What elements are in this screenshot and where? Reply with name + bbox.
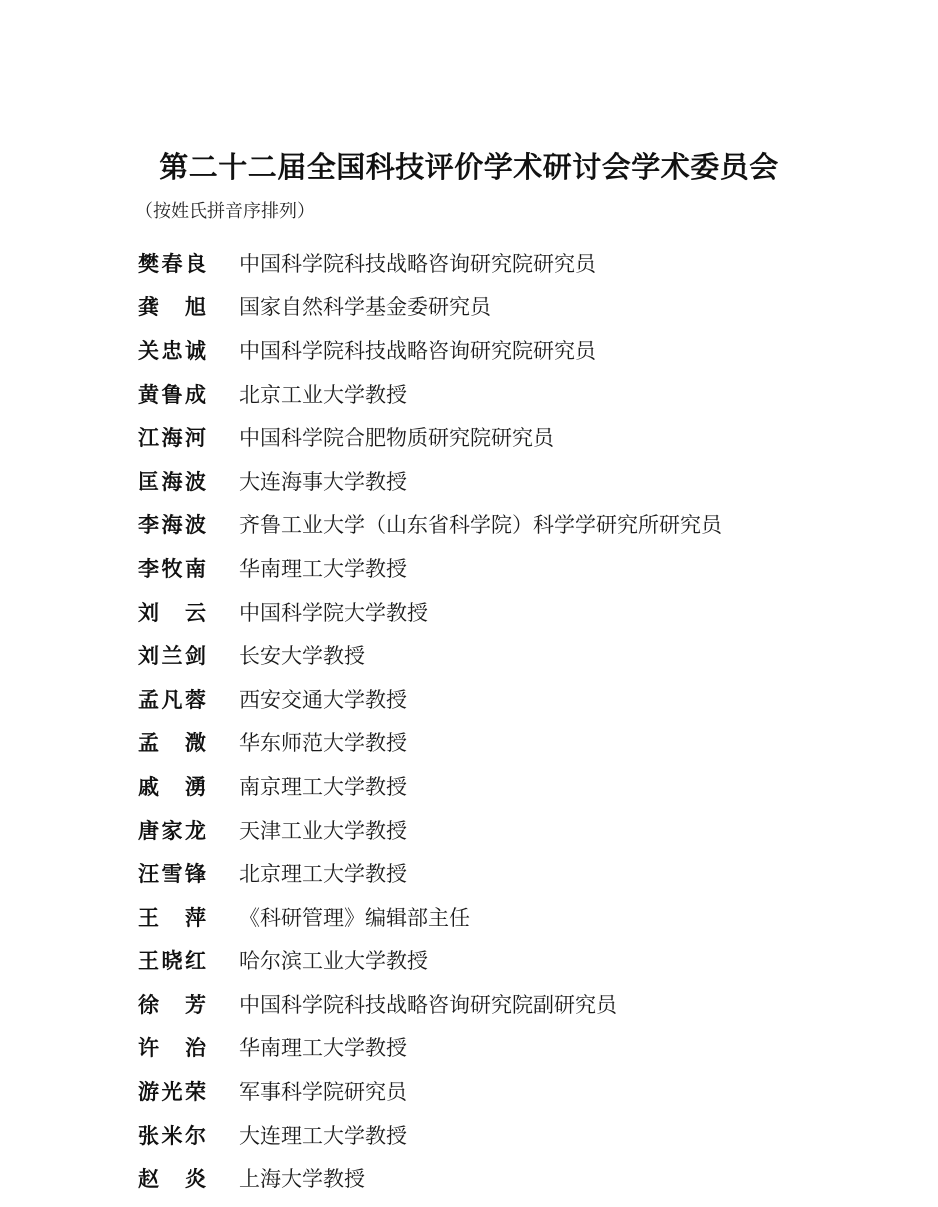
member-name: 江海河 (138, 426, 206, 451)
member-name: 游光荣 (138, 1080, 206, 1105)
sorting-note: （按姓氏拼音序排列） (135, 201, 315, 222)
member-affiliation: 长安大学教授 (239, 644, 365, 669)
member-name (138, 989, 206, 1019)
member-affiliation: 中国科学院大学教授 (239, 600, 428, 625)
member-affiliation: 《科研管理》编辑部主任 (239, 905, 470, 930)
member-name-char: 炎 (185, 1167, 206, 1192)
member-row (138, 1069, 918, 1113)
member-name (138, 597, 206, 627)
member-name-char: 云 (185, 600, 206, 625)
member-affiliation: 北京工业大学教授 (239, 382, 407, 407)
member-row (138, 633, 918, 677)
member-name-char: 治 (185, 1036, 206, 1061)
member-affiliation: 南京理工大学教授 (239, 774, 407, 799)
member-name: 关忠诚 (138, 338, 206, 363)
member-name: 刘兰剑 (138, 644, 206, 669)
document-title: 第二十二届全国科技评价学术研讨会学术委员会 (159, 150, 779, 185)
member-row (138, 851, 918, 895)
member-row (138, 241, 918, 285)
member-name (138, 727, 206, 757)
member-name (138, 291, 206, 321)
member-name: 唐家龙 (138, 818, 206, 843)
member-row (138, 590, 918, 634)
member-affiliation: 中国科学院科技战略咨询研究院副研究员 (239, 992, 617, 1017)
member-name: 汪雪锋 (138, 862, 206, 887)
member-row (138, 372, 918, 416)
member-affiliation: 齐鲁工业大学（山东省科学院）科学学研究所研究员 (239, 513, 722, 538)
member-row (138, 764, 918, 808)
member-affiliation: 哈尔滨工业大学教授 (239, 949, 428, 974)
member-affiliation: 大连理工大学教授 (239, 1123, 407, 1148)
member-row (138, 415, 918, 459)
member-row (138, 328, 918, 372)
member-name-char: 徐 (138, 992, 159, 1017)
member-affiliation: 华东师范大学教授 (239, 731, 407, 756)
member-affiliation: 西安交通大学教授 (239, 687, 407, 712)
member-name-char: 旭 (185, 295, 206, 320)
member-name-char: 王 (138, 905, 159, 930)
member-name (138, 902, 206, 932)
member-name-char: 萍 (185, 905, 206, 930)
member-affiliation: 大连海事大学教授 (239, 469, 407, 494)
member-row (138, 1113, 918, 1157)
member-row (138, 546, 918, 590)
member-name: 王晓红 (138, 949, 206, 974)
member-affiliation: 北京理工大学教授 (239, 862, 407, 887)
member-row (138, 982, 918, 1026)
member-row (138, 285, 918, 329)
member-list (138, 241, 918, 1200)
member-name (138, 1032, 206, 1062)
member-affiliation: 华南理工大学教授 (239, 1036, 407, 1061)
member-name: 匡海波 (138, 469, 206, 494)
member-affiliation: 中国科学院科技战略咨询研究院研究员 (239, 338, 596, 363)
member-row (138, 721, 918, 765)
member-name-char: 刘 (138, 600, 159, 625)
member-row (138, 808, 918, 852)
member-row (138, 459, 918, 503)
member-affiliation: 国家自然科学基金委研究员 (239, 295, 491, 320)
member-row (138, 1026, 918, 1070)
member-name (138, 1163, 206, 1193)
member-affiliation: 天津工业大学教授 (239, 818, 407, 843)
member-name-char: 赵 (138, 1167, 159, 1192)
member-name-char: 溦 (185, 731, 206, 756)
member-row (138, 503, 918, 547)
member-name-char: 湧 (185, 774, 206, 799)
member-name: 樊春良 (138, 251, 206, 276)
member-name: 李牧南 (138, 556, 206, 581)
member-row (138, 939, 918, 983)
member-name: 黄鲁成 (138, 382, 206, 407)
member-name-char: 芳 (185, 992, 206, 1017)
member-name: 张米尔 (138, 1123, 206, 1148)
member-affiliation: 中国科学院科技战略咨询研究院研究员 (239, 251, 596, 276)
member-row (138, 677, 918, 721)
member-name (138, 771, 206, 801)
member-affiliation: 军事科学院研究员 (239, 1080, 407, 1105)
member-name-char: 戚 (138, 774, 159, 799)
member-name-char: 许 (138, 1036, 159, 1061)
member-name-char: 孟 (138, 731, 159, 756)
member-affiliation: 中国科学院合肥物质研究院研究员 (239, 426, 554, 451)
member-row (138, 895, 918, 939)
member-name: 李海波 (138, 513, 206, 538)
member-affiliation: 华南理工大学教授 (239, 556, 407, 581)
member-name: 孟凡蓉 (138, 687, 206, 712)
member-row (138, 1156, 918, 1200)
member-name-char: 龚 (138, 295, 159, 320)
member-affiliation: 上海大学教授 (239, 1167, 365, 1192)
